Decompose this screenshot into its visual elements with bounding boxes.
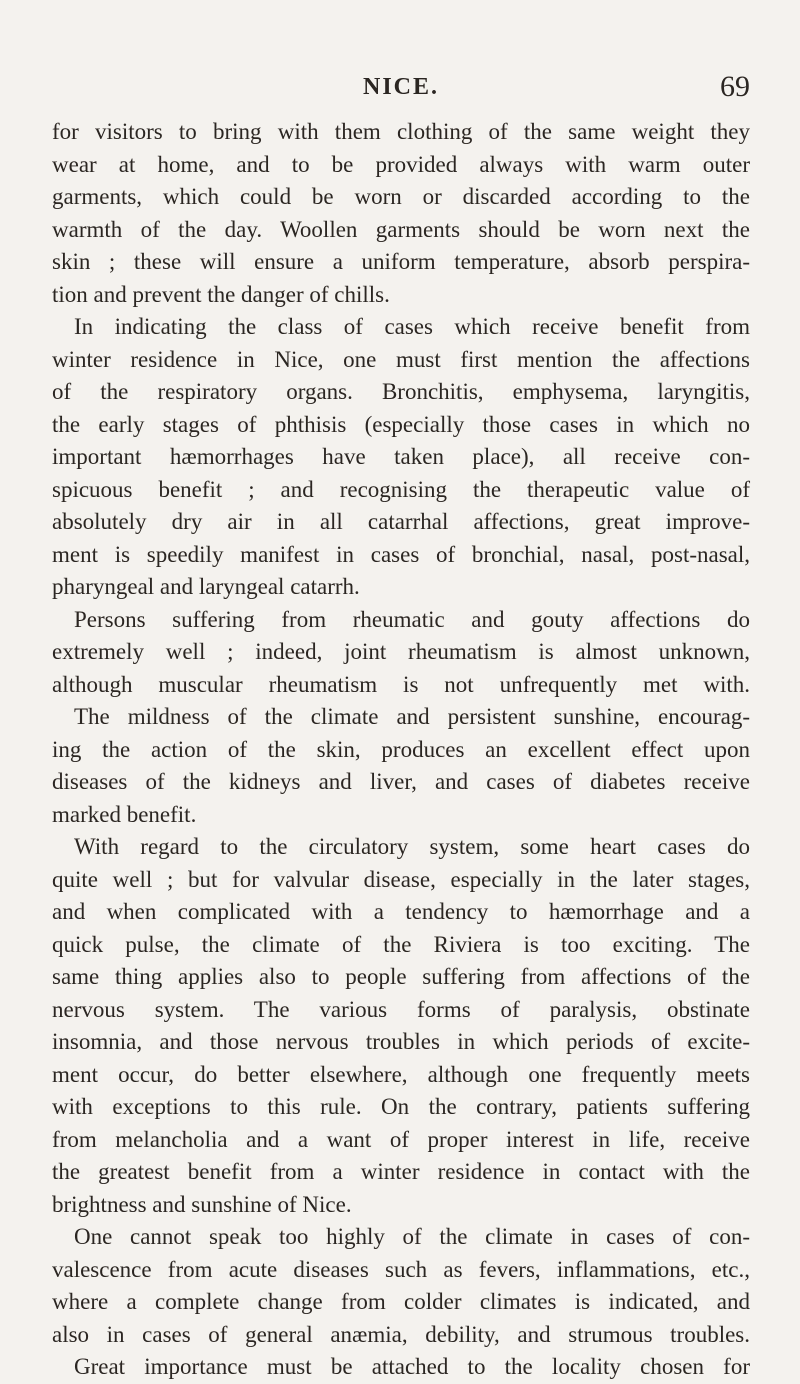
text-line: the greatest benefit from a winter residence in contact with the [52, 1159, 750, 1184]
text-line: with exceptions to this rule. On the contrary, patients suffering [52, 1094, 750, 1119]
text-line: the early stages of phthisis (especially those cases in which no [52, 411, 750, 437]
text-line: winter residence in Nice, one must first mention the affections [52, 346, 750, 372]
text-line: marked benefit. [52, 801, 197, 827]
text-line: diseases of the kidneys and liver, and cases of diabetes receive [52, 769, 750, 794]
text-line: With regard to the circulatory system, some heart cases do [74, 834, 750, 859]
text-line: The mildness of the climate and persistent sunshine, encourag- [74, 704, 750, 729]
text-line: important hæmorrhages have taken place), all receive con- [52, 444, 750, 469]
text-line: valescence from acute diseases such as fevers, inflammations, etc., [52, 1256, 750, 1282]
text-line: brightness and sunshine of Nice. [52, 1191, 352, 1217]
text-line: ment is speedily manifest in cases of bronchial, nasal, post-nasal, [52, 541, 750, 567]
text-line: absolutely dry air in all catarrhal affections, great improve- [52, 509, 750, 534]
text-line: quick pulse, the climate of the Riviera is too exciting. The [52, 931, 750, 957]
text-line: One cannot speak too highly of the climate in cases of con- [74, 1224, 750, 1249]
text-line: nervous system. The various forms of paralysis, obstinate [52, 996, 750, 1022]
text-line: and when complicated with a tendency to hæmorrhage and a [52, 899, 750, 924]
text-line: pharyngeal and laryngeal catarrh. [52, 574, 360, 599]
text-line: ment occur, do better elsewhere, although one frequently meets [52, 1061, 750, 1087]
text-line: insomnia, and those nervous troubles in which periods of excite- [52, 1029, 750, 1054]
text-line: of the respiratory organs. Bronchitis, emphysema, laryngitis, [52, 379, 750, 404]
text-line: also in cases of general anæmia, debility, and strumous troubles. [52, 1321, 750, 1347]
text-line: In indicating the class of cases which receive benefit from [74, 314, 750, 339]
text-line: ing the action of the skin, produces an excellent effect upon [52, 736, 750, 762]
running-head [52, 70, 750, 110]
text-line: same thing applies also to people suffering from affections of the [52, 964, 750, 989]
text-line: Great importance must be attached to the locality chosen for [74, 1354, 750, 1379]
text-line: tion and prevent the danger of chills. [52, 281, 390, 307]
text-line: skin ; these will ensure a uniform temperature, absorb perspira- [52, 249, 750, 274]
running-head-title: NICE. [362, 74, 439, 100]
text-line: wear at home, and to be provided always with warm outer [52, 151, 750, 177]
text-line: spicuous benefit ; and recognising the therapeutic value of [52, 476, 750, 502]
text-line: warmth of the day. Woollen garments should be worn next the [52, 216, 750, 242]
text-line: where a complete change from colder climates is indicated, and [52, 1289, 750, 1314]
text-line: Persons suffering from rheumatic and gouty affections do [74, 606, 750, 632]
text-line: garments, which could be worn or discarded according to the [52, 184, 750, 209]
text-line: from melancholia and a want of proper interest in life, receive [52, 1126, 750, 1152]
body-text [52, 116, 750, 1384]
page-number: 69 [720, 70, 750, 103]
text-line: although muscular rheumatism is not unfrequently met with. [52, 671, 750, 697]
text-line: quite well ; but for valvular disease, especially in the later stages, [52, 866, 750, 892]
text-line: for visitors to bring with them clothing of the same weight they [52, 119, 750, 144]
text-line: extremely well ; indeed, joint rheumatism is almost unknown, [52, 639, 750, 664]
